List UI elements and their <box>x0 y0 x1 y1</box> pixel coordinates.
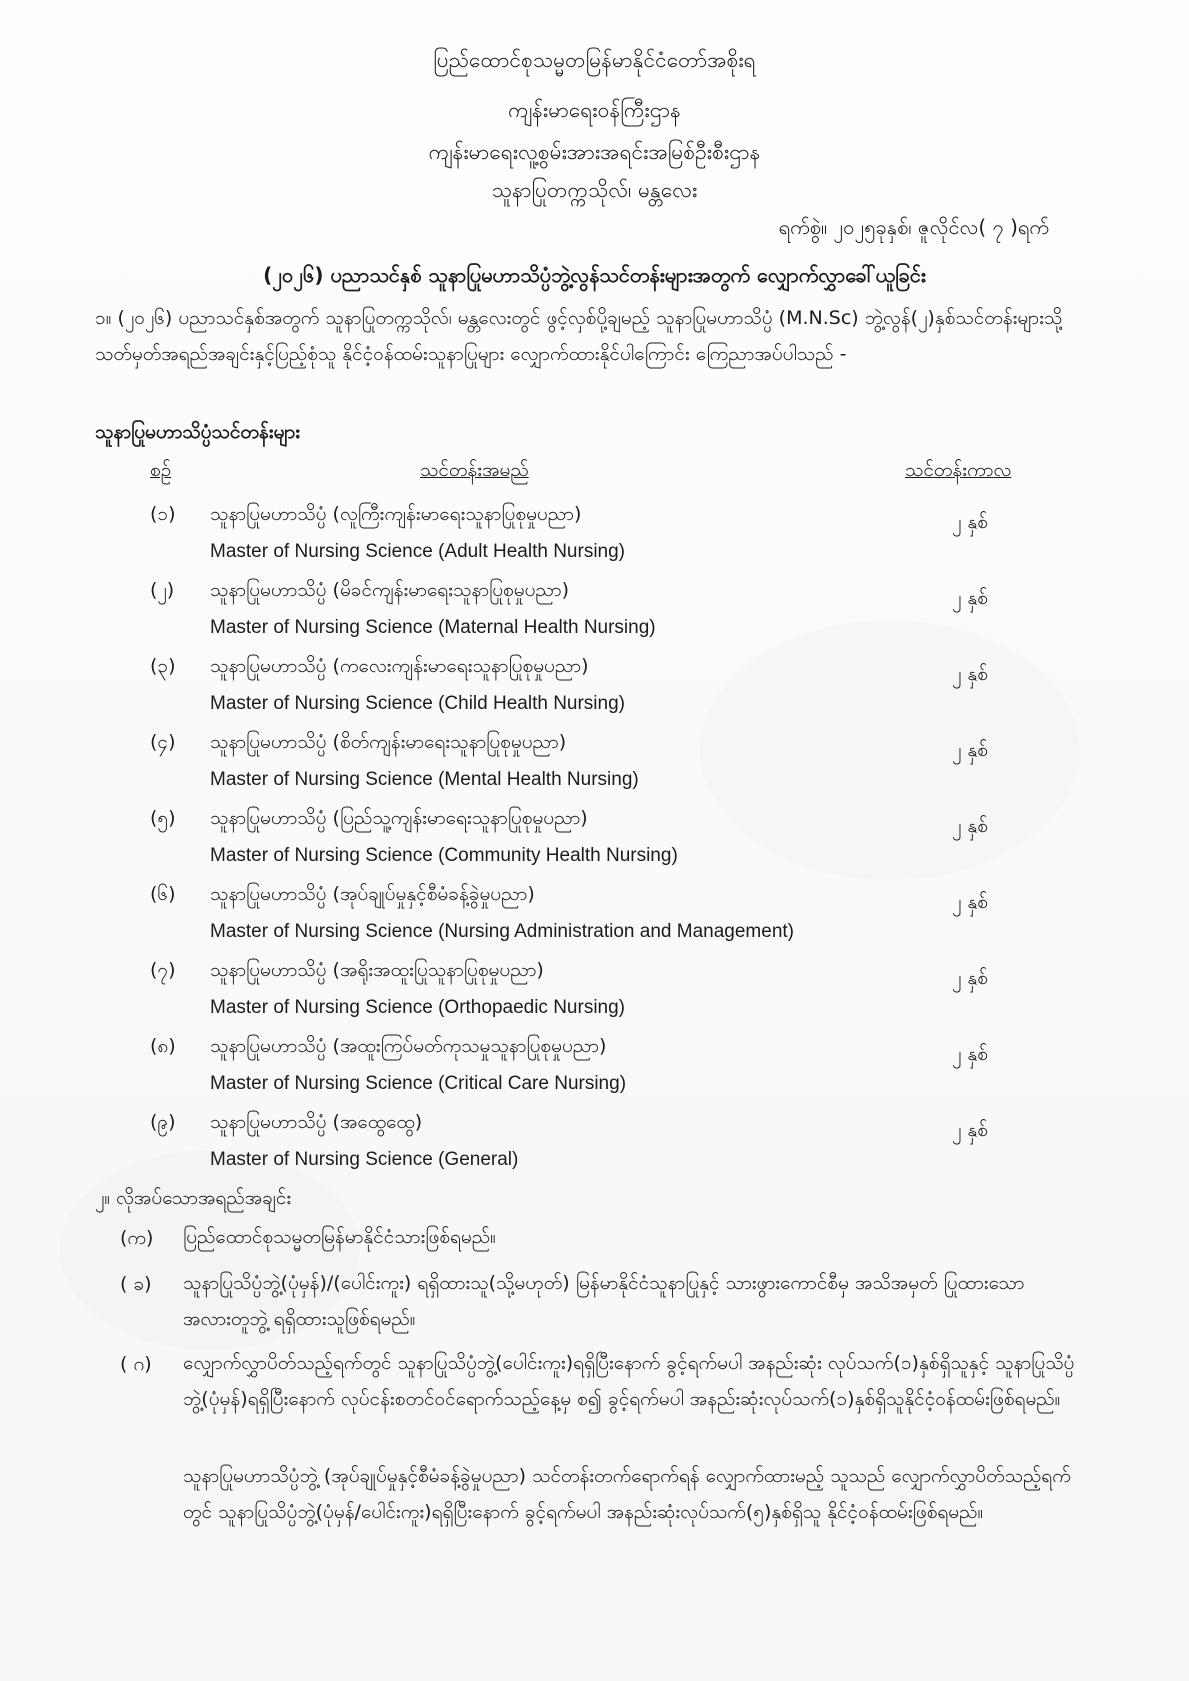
course-name-english: Master of Nursing Science (Community Health Nursing) <box>210 845 678 866</box>
scan-stain <box>700 620 1080 880</box>
course-number: (၂) <box>150 579 175 601</box>
header-government: ပြည်ထောင်စုသမ္မတမြန်မာနိုင်ငံတော်အစိုးရ <box>433 48 756 72</box>
course-duration: ၂ နှစ် <box>952 511 988 533</box>
requirement-label: ( ခ) <box>120 1273 152 1295</box>
course-name-myanmar: သူနာပြုမဟာသိပ္ပံ (အုပ်ချုပ်မှုနှင့်စီမံခန့်ခွဲမှုပညာ) <box>210 883 535 905</box>
requirement-text: ပြည်ထောင်စုသမ္မတမြန်မာနိုင်ငံသားဖြစ်ရမည်။ <box>183 1226 496 1248</box>
intro-paragraph: ၁။ (၂၀၂၆) ပညာသင်နှစ်အတွက် သူနာပြုတက္ကသိုလ်၊ မန္တလေးတွင် ဖွင့်လှစ်ပို့ချမည့် သူနာပြုမဟာသိပ္ပံ (M.N.Sc) ဘွဲ့လွန်(၂)နှစ်သင်တန်းများသို့ သတ်မှတ်အရည်အချင်းနှင့်ပြည့်စုံသူ နိုင်ငံ့ဝန်ထမ်းသူနာပြုများ လျှောက်ထားနိုင်ပါကြောင်း ကြေညာအပ်ပါသည် - <box>95 307 1063 365</box>
course-name-english: Master of Nursing Science (Maternal Health Nursing) <box>210 617 656 638</box>
document-date: ရက်စွဲ။ ၂၀၂၅ခုနှစ်၊ ဇူလိုင်လ( ၇ )ရက် <box>778 215 1049 239</box>
course-name-english: Master of Nursing Science (General) <box>210 1149 519 1170</box>
course-number: (၆) <box>150 883 176 905</box>
course-name-english: Master of Nursing Science (Orthopaedic Nursing) <box>210 997 626 1018</box>
course-duration: ၂ နှစ် <box>952 891 988 913</box>
course-name-myanmar: သူနာပြုမဟာသိပ္ပံ (အထွေထွေ) <box>210 1111 423 1133</box>
course-name-english: Master of Nursing Science (Nursing Administration and Management) <box>210 921 794 942</box>
course-duration: ၂ နှစ် <box>952 1119 988 1141</box>
course-duration: ၂ နှစ် <box>952 587 988 609</box>
requirement-label: (က) <box>120 1227 154 1249</box>
requirement-text: သူနာပြုသိပ္ပံဘွဲ့(ပုံမှန်)/(ပေါင်းကူး) ရရှိထားသူ(သို့မဟုတ်) မြန်မာနိုင်ငံသူနာပြုနှင့် သားဖွားကောင်စီမှ အသိအမှတ် ပြုထားသောအလားတူဘွဲ့ ရရှိထားသူဖြစ်ရမည်။ <box>183 1272 1025 1330</box>
course-number: (၄) <box>150 731 176 753</box>
column-header-no: စဉ် <box>150 459 172 481</box>
column-header-duration: သင်တန်းကာလ <box>905 459 1012 481</box>
course-name-english: Master of Nursing Science (Critical Care Nursing) <box>210 1073 627 1094</box>
course-duration: ၂ နှစ် <box>952 815 988 837</box>
course-number: (၃) <box>150 655 176 677</box>
header-university: သူနာပြုတက္ကသိုလ်၊ မန္တလေး <box>491 178 698 202</box>
requirements-title: ၂။ လိုအပ်သောအရည်အချင်း <box>95 1187 292 1209</box>
course-name-myanmar: သူနာပြုမဟာသိပ္ပံ (စိတ်ကျန်းမာရေးသူနာပြုစုမှုပညာ) <box>210 731 567 753</box>
course-name-myanmar: သူနာပြုမဟာသိပ္ပံ (မိခင်ကျန်းမာရေးသူနာပြုစုမှုပညာ) <box>210 579 570 601</box>
document-subject: (၂၀၂၆) ပညာသင်နှစ် သူနာပြုမဟာသိပ္ပံဘွဲ့လွန်သင်တန်းများအတွက် လျှောက်လွှာခေါ်ယူခြင်း <box>263 263 926 287</box>
requirement-extra-text: သူနာပြုမဟာသိပ္ပံဘွဲ့ (အုပ်ချုပ်မှုနှင့်စီမံခန့်ခွဲမှုပညာ) သင်တန်းတက်ရောက်ရန် လျှောက်ထားမည့် သူသည် လျှောက်လွှာပိတ်သည့်ရက်တွင် သူနာပြုသိပ္ပံဘွဲ့(ပုံမှန်/ပေါင်းကူး)ရရှိပြီးနောက် ခွင့်ရက်မပါ အနည်းဆုံးလုပ်သက်(၅)နှစ်ရှိသူ နိုင်ငံ့ဝန်ထမ်းဖြစ်ရမည်။ <box>183 1465 1071 1523</box>
course-number: (၈) <box>150 1035 176 1057</box>
column-header-course-name: သင်တန်းအမည် <box>420 459 529 481</box>
course-number: (၉) <box>150 1111 176 1133</box>
course-name-myanmar: သူနာပြုမဟာသိပ္ပံ (လူကြီးကျန်းမာရေးသူနာပြုစုမှုပညာ) <box>210 503 582 525</box>
course-duration: ၂ နှစ် <box>952 967 988 989</box>
course-number: (၇) <box>150 959 176 981</box>
course-name-myanmar: သူနာပြုမဟာသိပ္ပံ (အထူးကြပ်မတ်ကုသမှုသူနာပြုစုမှုပညာ) <box>210 1035 607 1057</box>
requirement-label: ( ဂ) <box>120 1353 152 1375</box>
header-ministry: ကျန်းမာရေးဝန်ကြီးဌာန <box>508 98 681 122</box>
course-duration: ၂ နှစ် <box>952 663 988 685</box>
course-name-english: Master of Nursing Science (Child Health Nursing) <box>210 693 625 714</box>
course-name-myanmar: သူနာပြုမဟာသိပ္ပံ (အရိုးအထူးပြုသူနာပြုစုမှုပညာ) <box>210 959 544 981</box>
course-number: (၅) <box>150 807 176 829</box>
courses-section-title: သူနာပြုမဟာသိပ္ပံသင်တန်းများ <box>95 421 301 443</box>
course-number: (၁) <box>150 503 176 525</box>
header-department: ကျန်းမာရေးလူ့စွမ်းအားအရင်းအမြစ်ဦးစီးဌာန <box>428 140 761 164</box>
requirement-text: လျှောက်လွှာပိတ်သည့်ရက်တွင် သူနာပြုသိပ္ပံဘွဲ့(ပေါင်းကူး)ရရှိပြီးနောက် ခွင့်ရက်မပါ အနည်းဆုံး လုပ်သက်(၁)နှစ်ရှိသူနှင့် သူနာပြုသိပ္ပံဘွဲ့(ပုံမှန်)ရရှိပြီးနောက် လုပ်ငန်းစတင်ဝင်ရောက်သည့်နေ့မှ စ၍ ခွင့်ရက်မပါ အနည်းဆုံးလုပ်သက်(၁)နှစ်ရှိသူနိုင်ငံ့ဝန်ထမ်းဖြစ်ရမည်။ <box>183 1352 1075 1410</box>
course-name-english: Master of Nursing Science (Adult Health Nursing) <box>210 541 626 562</box>
course-duration: ၂ နှစ် <box>952 739 988 761</box>
course-duration: ၂ နှစ် <box>952 1043 988 1065</box>
course-name-myanmar: သူနာပြုမဟာသိပ္ပံ (ပြည်သူ့ကျန်းမာရေးသူနာပြုစုမှုပညာ) <box>210 807 588 829</box>
course-name-myanmar: သူနာပြုမဟာသိပ္ပံ (ကလေးကျန်းမာရေးသူနာပြုစုမှုပညာ) <box>210 655 589 677</box>
course-name-english: Master of Nursing Science (Mental Health Nursing) <box>210 769 639 790</box>
